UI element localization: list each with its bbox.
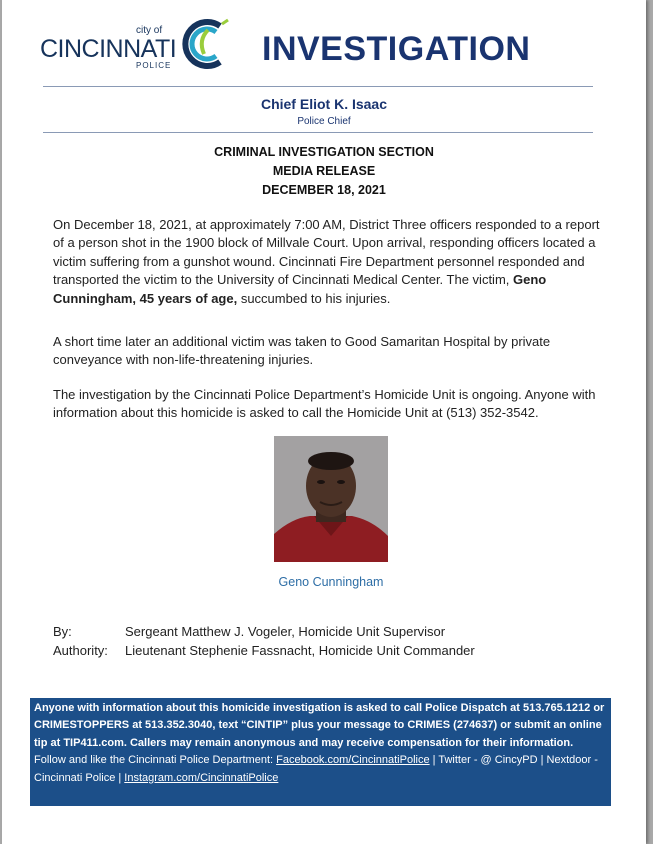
victim-name-age: Geno Cunningham, 45 years of age, <box>53 272 547 306</box>
chief-divider <box>43 132 593 133</box>
social-follow-line <box>34 752 607 787</box>
logo-police-label: POLICE <box>136 61 172 70</box>
by-label: By: <box>53 624 72 639</box>
victim-photo <box>274 436 388 562</box>
follow-prefix: Follow and like the Cincinnati Police Department: <box>34 754 277 767</box>
document-page <box>2 0 646 844</box>
release-date: DECEMBER 18, 2021 <box>262 183 386 197</box>
credit-by-row <box>53 622 475 641</box>
p1-text-a: On December 18, 2021, at approximately 7:00 AM, District Three officers responded to a report of a person shot in the 1900 block of Millvale Court. Upon arrival, responding officers located a victim suffering from a gunshot wound. Cincinnati Fire Department personnel responded and transported the victim to the University of Cincinnati Medical Center. The victim, <box>53 217 600 288</box>
tip-information-box <box>30 698 611 806</box>
header-divider <box>43 86 593 87</box>
photo-caption: Geno Cunningham <box>278 575 384 589</box>
authority-label: Authority: <box>53 643 108 658</box>
logo-city-name: CINCINNATI <box>40 35 177 63</box>
p1-text-b: succumbed to his injuries. <box>237 290 391 306</box>
tip-instructions: Anyone with information about this homicide investigation is asked to call Police Dispatch at 513.765.1212 or CRIMESTOPPERS at 513.352.3040, text “CINTIP” plus your message to CRIMES (274637) or submit an online tip at TIP411.com. Callers may remain anonymous and may receive compensation for their information. <box>34 702 605 749</box>
by-value: Sergeant Matthew J. Vogeler, Homicide Unit Supervisor <box>125 624 446 639</box>
credit-authority-row <box>53 641 475 660</box>
chief-title: Police Chief <box>297 116 351 127</box>
body-paragraph-3: The investigation by the Cincinnati Police Department’s Homicide Unit is ongoing. Anyone with information about this homicide is asked to call the Homicide Unit at (513) 352-3542. <box>53 387 596 421</box>
headline-investigation: INVESTIGATION <box>262 30 531 68</box>
social-separator: | Twitter - @ CincyPD | Nextdoor - Cincinnati Police | <box>34 754 598 784</box>
portrait-image <box>274 436 388 562</box>
chief-name: Chief Eliot K. Isaac <box>260 96 388 112</box>
release-type: MEDIA RELEASE <box>272 164 376 178</box>
cincinnati-c-logo-icon <box>178 16 230 72</box>
facebook-link[interactable]: Facebook.com/CincinnatiPolice <box>276 754 430 767</box>
cincinnati-police-logo <box>40 16 230 74</box>
credits-block <box>53 622 475 660</box>
logo-city-of: city of <box>136 25 163 36</box>
body-paragraph-1 <box>53 216 603 308</box>
body-paragraph-2: A short time later an additional victim was taken to Good Samaritan Hospital by private conveyance with non-life-threatening injuries. <box>53 334 551 368</box>
authority-value: Lieutenant Stephenie Fassnacht, Homicide Unit Commander <box>125 643 475 658</box>
section-title: CRIMINAL INVESTIGATION SECTION <box>214 145 434 159</box>
instagram-link[interactable]: Instagram.com/CincinnatiPolice <box>124 771 279 784</box>
